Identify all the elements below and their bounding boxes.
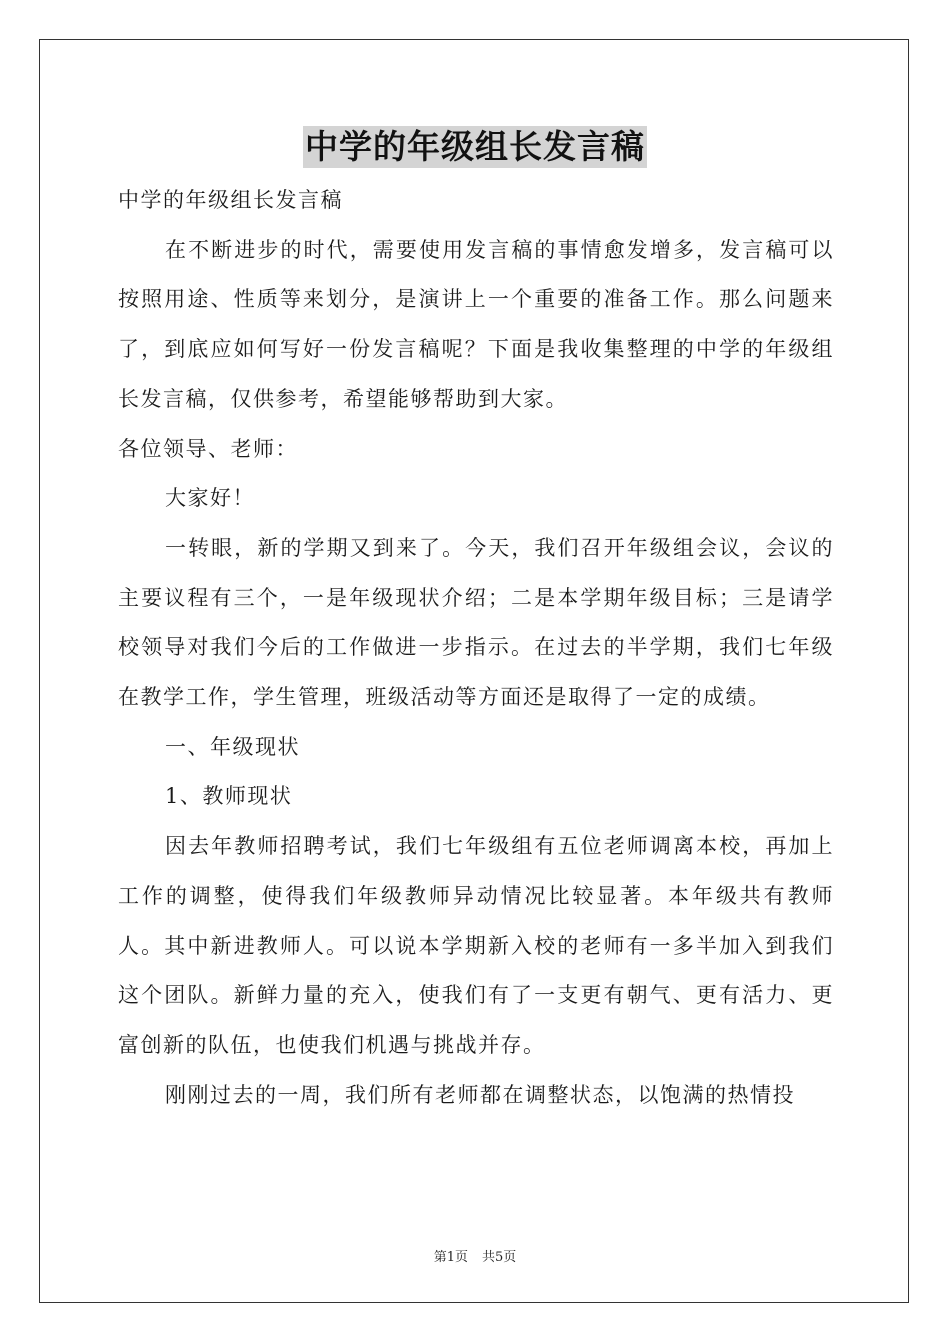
paragraph-teacher-status: 因去年教师招聘考试，我们七年级组有五位老师调离本校，再加上工作的调整，使得我们年级教师异动情况比较显著。本年级共有教师人。其中新进教师人。可以说本学期新入校的老师有一多半加入到我们这个团队。新鲜力量的充入，使我们有了一支更有朝气、更有活力、更富创新的队伍，也使我们机遇与挑战并存。 (118, 834, 834, 1057)
title-container (0, 126, 950, 168)
document-body (118, 176, 834, 1120)
section-heading-grade-status: 一、年级现状 (165, 734, 300, 759)
page-total: 共5页 (482, 1250, 517, 1265)
subsection-heading-teacher-status: 1、教师现状 (165, 784, 293, 809)
paragraph-salutation: 各位领导、老师： (118, 436, 298, 461)
page-number: 第1页 (433, 1250, 468, 1265)
paragraph-subtitle: 中学的年级组长发言稿 (118, 188, 343, 212)
paragraph-opening: 一转眼，新的学期又到来了。今天，我们召开年级组会议，会议的主要议程有三个，一是年级现状介绍；二是本学期年级目标；三是请学校领导对我们今后的工作做进一步指示。在过去的半学期，我们七年级在教学工作，学生管理，班级活动等方面还是取得了一定的成绩。 (118, 535, 834, 710)
paragraph-last-week: 刚刚过去的一周，我们所有老师都在调整状态，以饱满的热情投 (165, 1082, 795, 1107)
document-title: 中学的年级组长发言稿 (305, 127, 645, 166)
page-footer (0, 1246, 950, 1265)
paragraph-greeting: 大家好！ (165, 486, 255, 511)
paragraph-intro: 在不断进步的时代，需要使用发言稿的事情愈发增多，发言稿可以按照用途、性质等来划分，是演讲上一个重要的准备工作。那么问题来了，到底应如何写好一份发言稿呢？下面是我收集整理的中学的年级组长发言稿，仅供参考，希望能够帮助到大家。 (118, 237, 834, 411)
